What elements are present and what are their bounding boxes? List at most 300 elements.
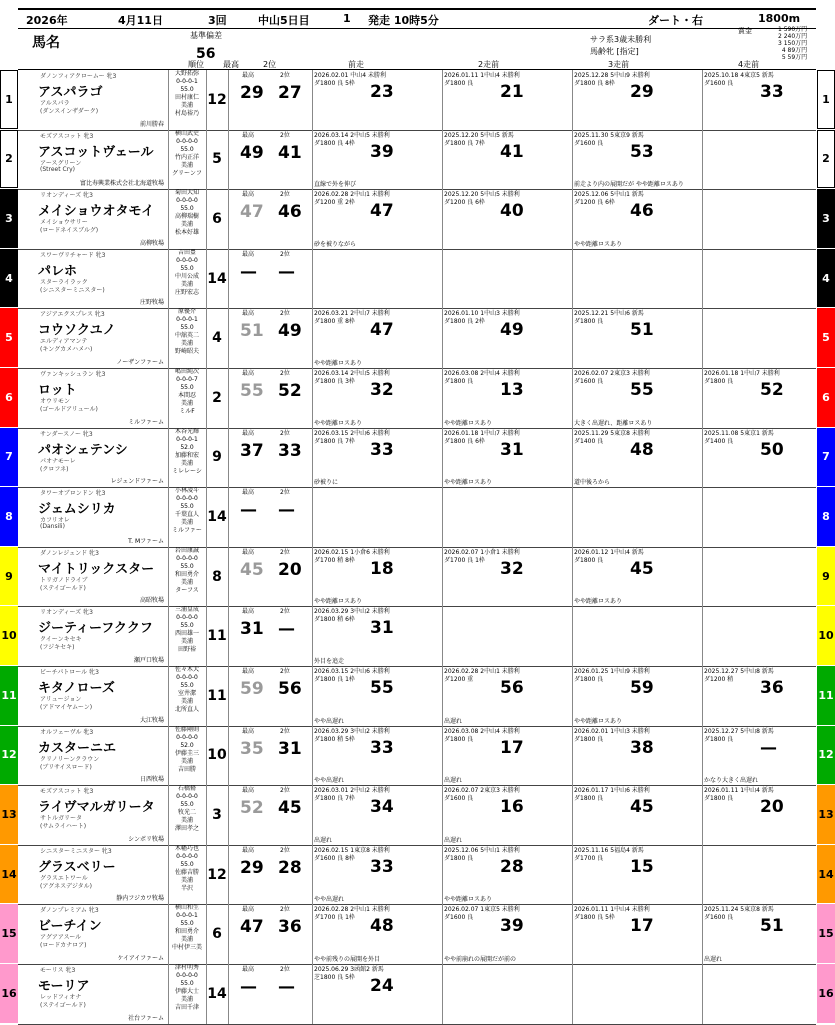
horse-farm: シンボリ牧場	[128, 835, 164, 843]
jockey-cell	[168, 606, 207, 666]
past-race-cell	[312, 249, 443, 309]
horse-row	[18, 249, 816, 310]
best-score-cell	[228, 130, 313, 190]
horse-name: キタノローズ	[38, 681, 115, 696]
umaban-number: 15	[0, 904, 18, 963]
rank-value: 3	[206, 785, 229, 845]
race-note: やや距離ロスあり	[444, 419, 493, 427]
race-score: 38	[630, 737, 654, 758]
horse-column-title: 馬名	[32, 35, 60, 51]
horse-farm: 社台ファーム	[128, 1014, 164, 1022]
umaban-number: 13	[817, 785, 835, 844]
race-info: ダ1800 良 5枠	[574, 914, 615, 922]
race-score: 33	[370, 856, 394, 877]
jockey-cell	[168, 845, 207, 905]
horse-name: ジーティーフククフ	[38, 621, 153, 637]
jockey-cell	[168, 130, 207, 190]
best-label: 最高	[242, 131, 255, 139]
horse-sire: サンダースノー 牝3	[40, 430, 93, 438]
race-meta: 2026.02.07 2東京3 未勝利	[444, 787, 520, 795]
best-score-cell	[228, 428, 313, 488]
umaban-number: 8	[0, 487, 18, 546]
horse-sire: ダノンレジェンド 牝3	[40, 549, 99, 557]
jockey-line: 0-0-0-0	[176, 733, 198, 741]
prev4-column-title: 4走前	[738, 60, 760, 69]
past-race-cell	[312, 308, 443, 368]
horse-name: モーリア	[38, 979, 90, 994]
race-info: ダ1800 良 4枠	[314, 139, 355, 147]
horse-info-cell	[18, 487, 169, 547]
race-meta: 2026.02.01 1中山3 未勝利	[574, 727, 650, 735]
race-meta: 2025.12.06 5中山1 未勝利	[444, 846, 520, 854]
second-label: 2位	[280, 727, 290, 735]
jockey-line: 美浦	[180, 221, 193, 229]
jockey-line: 0-0-0-0	[176, 197, 198, 205]
umaban-number: 2	[0, 130, 18, 189]
past-race-cell	[702, 487, 816, 547]
past-race-cell	[312, 606, 443, 666]
race-info: 芝1800 良 5枠	[314, 974, 355, 981]
horse-sire: アジアエクスプレス 牝3	[40, 311, 105, 319]
race-info: ダ1200 重 2枠	[314, 199, 355, 207]
jockey-line: 美浦	[180, 400, 193, 407]
race-score: 20	[760, 797, 784, 818]
race-note: やや距離ロスあり	[574, 598, 623, 606]
race-note: 出遅れ	[444, 717, 463, 725]
best-score: —	[240, 977, 257, 997]
best-score-cell	[228, 308, 313, 368]
race-meta: 2026.03.29 3中山2 未勝利	[314, 608, 390, 616]
past-race-cell	[442, 666, 573, 726]
jockey-line: 0-0-0-1	[176, 435, 198, 443]
horse-name: カスターニエ	[38, 740, 117, 756]
second-label: 2位	[280, 429, 290, 437]
jockey-cell	[168, 547, 207, 607]
race-meta: 2025.12.28 5中山9 未勝利	[574, 72, 650, 79]
race-score: 51	[630, 320, 654, 341]
jockey-line: 0-0-0-1	[176, 78, 198, 85]
past-race-cell	[572, 845, 703, 905]
second-score: —	[278, 261, 295, 282]
race-info: ダ1800 良	[704, 378, 734, 385]
race-info: ダ1700 良	[574, 854, 604, 862]
past-race-cell	[442, 785, 573, 845]
race-score: 46	[630, 201, 654, 222]
race-score: 17	[630, 916, 654, 937]
horse-sire: シニスターミニスター 牝3	[40, 847, 112, 855]
second-label: 2位	[280, 131, 290, 139]
race-score: 33	[370, 439, 394, 460]
past-race-cell	[572, 249, 703, 309]
jockey-line: 美浦	[180, 161, 193, 169]
horse-damsire: (アグネスデジタル)	[40, 882, 92, 890]
race-note: やや距離ロスあり	[314, 598, 363, 606]
umaban-number: 2	[817, 130, 835, 189]
best-label: 最高	[242, 608, 255, 616]
horse-farm: 高昭牧場	[139, 597, 164, 605]
best-score-cell	[228, 368, 313, 428]
horse-farm: 静内フジカワ牧場	[116, 895, 164, 903]
race-meta: 2026.01.17 1中山6 未勝利	[574, 787, 650, 795]
second-score: 56	[278, 679, 302, 699]
race-number: 1	[343, 12, 351, 25]
race-meta: 2026.03.15 2中山6 未勝利	[314, 429, 390, 437]
race-info: ダ1800 良 5枠	[314, 80, 355, 87]
jockey-cell	[168, 666, 207, 726]
race-info: ダ1700 良 1枠	[444, 556, 485, 564]
best-label: 最高	[242, 489, 255, 497]
horse-info-cell	[18, 785, 169, 845]
umaban-number: 6	[817, 368, 835, 427]
second-label: 2位	[280, 310, 290, 318]
rank-value: 8	[206, 547, 229, 607]
jockey-line: 55.0	[180, 622, 194, 630]
past-race-cell	[312, 130, 443, 190]
past-race-cell	[442, 606, 573, 666]
jockey-line: 0-0-0-0	[176, 852, 198, 860]
race-info: ダ1400 良	[704, 437, 734, 445]
horse-damsire: (ステイゴールド)	[40, 1002, 86, 1009]
past-race-cell	[312, 487, 443, 547]
race-date: 4月11日	[118, 14, 163, 27]
horse-farm: ノーザンファーム	[116, 358, 164, 366]
past-race-cell	[572, 428, 703, 488]
jockey-line: 美浦	[180, 519, 193, 527]
race-meta: 2025.12.06 5中山1 新馬	[574, 191, 644, 199]
horse-dam: アリュージョン	[40, 696, 82, 703]
race-meta: 2026.02.15 1小倉6 未勝利	[314, 548, 390, 556]
past-race-cell	[702, 904, 816, 964]
best-label: 最高	[242, 72, 255, 79]
umaban-number: 10	[817, 606, 835, 665]
race-meta: 2026.01.11 1中山4 未勝利	[444, 72, 520, 79]
horse-dam: パオナモーレ	[40, 457, 76, 465]
horse-farm: ケイアイファーム	[117, 954, 164, 962]
rank-value: 14	[206, 487, 229, 547]
second-score: 49	[278, 321, 302, 342]
horse-sire: スワーヴリチャード 牝3	[40, 251, 106, 259]
umaban-number: 11	[0, 666, 18, 725]
race-info: ダ1200 重	[444, 676, 474, 683]
race-kai: 3回	[208, 14, 227, 27]
race-score: 18	[370, 558, 394, 579]
horse-row	[18, 666, 816, 727]
race-note: 出遅れ	[444, 777, 463, 785]
race-meta: 2026.03.15 2中山6 未勝利	[314, 668, 390, 675]
race-meta: 2026.03.14 2中山5 未勝利	[314, 370, 390, 377]
horse-row	[18, 189, 816, 250]
past-race-cell	[442, 308, 573, 368]
race-score: 31	[500, 439, 524, 460]
race-score: 45	[630, 558, 654, 579]
umaban-number: 6	[0, 368, 18, 427]
race-note: やや距離ロスあり	[314, 419, 363, 427]
umaban-number: 10	[0, 606, 18, 665]
horse-info-cell	[18, 666, 169, 726]
race-meta: 2026.03.08 2中山4 未勝利	[444, 370, 520, 377]
prize-label: 賞金	[738, 27, 752, 35]
race-info: ダ1700 稍 8枠	[314, 556, 355, 564]
race-info: ダ1800 良	[574, 735, 604, 743]
jockey-line: 55.0	[180, 801, 194, 809]
race-info: ダ1200 稍	[704, 676, 734, 683]
race-info: ダ1800 稍 6枠	[314, 616, 355, 624]
race-score: 28	[500, 856, 524, 877]
race-meta: 2025.11.30 5東京9 新馬	[574, 131, 644, 139]
horse-row	[18, 308, 816, 369]
race-info: ダ1800 良 8枠	[574, 80, 615, 87]
past-race-cell	[702, 70, 816, 130]
jockey-line: 55.0	[180, 145, 194, 153]
jockey-line: 庄野宏志	[174, 288, 199, 296]
jockey-line: 田野裕	[177, 646, 196, 654]
past-race-cell	[312, 726, 443, 786]
horse-damsire: (ロードカナロア)	[40, 942, 87, 950]
horse-farm: T. Mファーム	[128, 537, 164, 545]
jockey-line: 美浦	[180, 578, 193, 586]
horse-farm: 瀬戸口牧場	[133, 656, 164, 664]
horse-dam: クリノリーンクラウン	[40, 755, 100, 763]
past-race-cell	[442, 249, 573, 309]
horse-dam: レッドフィオナ	[40, 994, 82, 1001]
race-score: 39	[500, 916, 524, 937]
past-race-cell	[442, 547, 573, 607]
jockey-line: ミルF	[179, 408, 195, 415]
horse-damsire: (クロフネ)	[40, 465, 69, 473]
race-info: ダ1600 良	[444, 914, 474, 922]
past-race-cell	[442, 726, 573, 786]
umaban-number: 16	[817, 964, 835, 1023]
race-info: ダ1800 良	[574, 318, 604, 326]
race-note: 直線で外を伸び	[314, 181, 357, 189]
second-label: 2位	[280, 846, 290, 854]
jockey-line: 55.0	[180, 682, 194, 689]
race-score: 23	[370, 82, 394, 102]
best-score: 59	[240, 679, 264, 699]
race-meta: 2025.06.29 3函館2 新馬	[314, 966, 384, 973]
jockey-cell	[168, 249, 207, 309]
horse-info-cell	[18, 904, 169, 964]
second-score: 20	[278, 559, 302, 580]
jockey-line: 0-0-0-0	[176, 495, 198, 503]
jockey-line: 美浦	[180, 102, 193, 109]
jockey-line: 0-0-0-0	[176, 137, 198, 145]
umaban-number: 9	[817, 547, 835, 606]
second-score: 52	[278, 381, 302, 401]
horse-damsire: (Dansili)	[40, 523, 65, 531]
best-score: 29	[240, 83, 264, 103]
horse-info-cell	[18, 964, 169, 1024]
race-note: かなり大きく出遅れ	[704, 777, 759, 785]
past-race-cell	[312, 964, 443, 1024]
jockey-line: 佐々木大	[174, 666, 199, 673]
jockey-cell	[168, 904, 207, 964]
jockey-line: 55.0	[180, 920, 194, 928]
race-meta: 2025.12.20 5中山5 新馬	[444, 131, 514, 139]
horse-farm: レジェンドファーム	[110, 478, 164, 486]
jockey-line: 木谷光輝	[174, 427, 199, 435]
race-note: やや出遅れ	[314, 777, 345, 785]
umaban-number: 14	[0, 845, 18, 904]
second-label: 2位	[280, 906, 290, 914]
second-label: 2位	[280, 668, 290, 675]
race-meta: 2026.01.11 1中山4 新馬	[704, 787, 774, 795]
best-label: 最高	[242, 370, 255, 377]
race-meta: 2026.03.21 2中山7 未勝利	[314, 310, 390, 318]
race-score: 48	[370, 916, 394, 937]
race-info: ダ1800 良 2枠	[444, 318, 485, 326]
horse-damsire: (サムライハート)	[40, 823, 87, 831]
past-race-cell	[572, 666, 703, 726]
race-info: ダ1800 良 6枠	[444, 437, 485, 445]
race-info: ダ1400 良	[574, 437, 604, 445]
jockey-line: 竹内正洋	[174, 153, 199, 161]
past-race-cell	[312, 666, 443, 726]
race-meta: 2026.03.14 2中山5 未勝利	[314, 131, 390, 139]
prize-list	[778, 26, 807, 61]
jockey-line: 横山和生	[174, 904, 199, 912]
race-meta: 2025.11.08 5東京1 新馬	[704, 429, 774, 437]
jockey-line: 美浦	[180, 817, 193, 825]
horse-name: マイトリックスター	[38, 561, 155, 577]
best-label: 最高	[242, 966, 255, 973]
race-note: 外目を追走	[314, 657, 345, 665]
race-meta: 2026.02.28 2中山1 未勝利	[314, 191, 390, 199]
race-note: 前走より内の展開だが やや距離ロスあり	[574, 181, 684, 189]
jockey-line: 0-0-0-0	[176, 793, 198, 801]
horse-dam: エルディアマンテ	[40, 338, 88, 346]
rank-value: 14	[206, 249, 229, 309]
rank-value: 5	[206, 130, 229, 190]
race-info: ダ1800 良 7枠	[314, 437, 355, 445]
jockey-cell	[168, 368, 207, 428]
past-race-cell	[702, 130, 816, 190]
horse-dam: トリガノドライブ	[40, 576, 88, 584]
race-score: 51	[760, 916, 784, 937]
race-info: ダ1800 良	[444, 735, 474, 743]
second-score: 46	[278, 202, 302, 223]
horse-sire: ダノンプレミアム 牝3	[40, 907, 99, 915]
best-score-cell	[228, 666, 313, 726]
race-class: サラ系3歳未勝利	[590, 35, 652, 44]
jockey-line: 西田雄一	[174, 630, 199, 638]
rank-value: 12	[206, 845, 229, 905]
horse-damsire: (シニスターミニスター)	[40, 286, 105, 294]
best-label: 最高	[242, 668, 255, 675]
second-label: 2位	[280, 548, 290, 556]
jockey-line: 美浦	[180, 757, 193, 765]
prize-value: 2 240万円	[778, 33, 808, 40]
past-race-cell	[702, 249, 816, 309]
race-meta: 2026.02.07 2東京3 未勝利	[574, 370, 650, 377]
best-score: —	[240, 261, 257, 282]
umaban-number: 5	[0, 308, 18, 367]
past-race-cell	[312, 904, 443, 964]
best-score-cell	[228, 845, 313, 905]
best-score: —	[240, 500, 257, 521]
horse-info-cell	[18, 249, 169, 309]
rank-value: 14	[206, 964, 229, 1024]
horse-row	[18, 785, 816, 846]
past-race-cell	[702, 785, 816, 845]
race-score: 50	[760, 439, 784, 460]
second-score: 45	[278, 798, 302, 819]
jockey-line: 55.0	[180, 562, 194, 570]
horse-name: ジェムシリカ	[38, 502, 116, 518]
jockey-line: 美浦	[180, 698, 193, 705]
jockey-cell	[168, 785, 207, 845]
best-label: 最高	[242, 906, 255, 914]
jockey-line: 美浦	[180, 936, 193, 944]
past-race-cell	[572, 70, 703, 130]
umaban-number: 3	[0, 189, 18, 248]
jockey-line: 55.0	[180, 324, 194, 332]
race-score: 45	[630, 797, 654, 818]
jockey-line: 佐藤剛則	[174, 725, 199, 733]
surface: ダート・右	[648, 14, 703, 27]
best-score-cell	[228, 785, 313, 845]
jockey-line: 本間忍	[177, 392, 196, 399]
jockey-line: 55.0	[180, 503, 194, 511]
best-score: 55	[240, 381, 264, 401]
umaban-number: 4	[0, 249, 18, 308]
horse-farm: 大江牧場	[139, 716, 164, 724]
jockey-line: 0-0-0-7	[176, 376, 198, 383]
best-score: 52	[240, 798, 264, 819]
best-score-cell	[228, 189, 313, 249]
jockey-line: 美浦	[180, 996, 193, 1003]
race-meta: 2025.10.18 4東京5 新馬	[704, 72, 774, 79]
race-score: 33	[760, 82, 784, 102]
race-meta: 2026.03.08 2中山4 未勝利	[444, 727, 520, 735]
best-score-cell	[228, 487, 313, 547]
race-note: 出遅れ	[444, 836, 463, 844]
best-score-cell	[228, 249, 313, 309]
prev2-column-title: 2走前	[478, 60, 500, 69]
past-race-cell	[702, 428, 816, 488]
rank-value: 6	[206, 189, 229, 249]
horse-row	[18, 964, 816, 1025]
race-score: 17	[500, 737, 524, 758]
horse-name: ライヴマルガリータ	[38, 800, 155, 816]
race-info: ダ1600 良	[574, 378, 604, 385]
horse-dam: メイショウサリー	[40, 219, 88, 227]
jockey-cell	[168, 964, 207, 1024]
best-score: 37	[240, 440, 264, 461]
umaban-number: 8	[817, 487, 835, 546]
horse-info-cell	[18, 70, 169, 130]
umaban-number: 15	[817, 904, 835, 963]
past-race-cell	[572, 606, 703, 666]
race-score: 55	[370, 678, 394, 698]
best-score: 51	[240, 321, 264, 342]
race-score: 36	[760, 678, 784, 698]
race-info: ダ1800 重 8枠	[314, 318, 355, 326]
race-note: 道中後ろから	[574, 479, 611, 487]
horse-name: アスパラゴ	[38, 85, 103, 100]
prize-value: 4 89万円	[781, 47, 808, 54]
jockey-cell	[168, 189, 207, 249]
race-info: ダ1800 良	[574, 556, 604, 564]
race-meta: 2026.02.28 2中山1 未勝利	[314, 906, 390, 914]
horse-name: メイショウオタモイ	[38, 204, 155, 220]
jockey-line: 牧光二	[177, 809, 196, 817]
horse-info-cell	[18, 428, 169, 488]
second-score: 36	[278, 917, 302, 938]
rank-value: 11	[206, 606, 229, 666]
jockey-line: 北所直人	[174, 706, 199, 713]
jockey-line: 中川公成	[174, 272, 199, 280]
